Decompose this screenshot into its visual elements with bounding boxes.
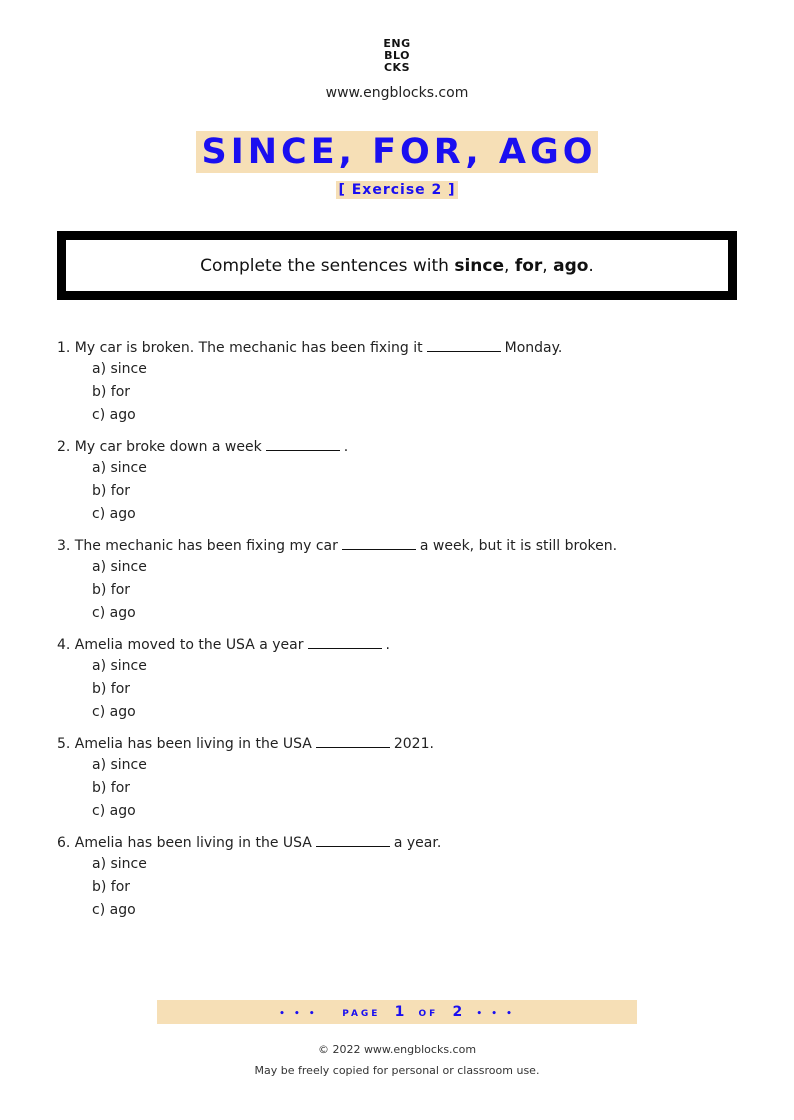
option-b[interactable]: b) for	[92, 681, 131, 697]
option-a[interactable]: a) since	[92, 757, 147, 773]
option-b[interactable]: b) for	[92, 483, 131, 499]
page-indicator	[157, 1000, 637, 1024]
question-3	[57, 536, 757, 635]
instructions-box	[57, 231, 737, 300]
question-text-after: a week, but it is still broken.	[419, 538, 618, 554]
option-a[interactable]: a) since	[92, 658, 147, 674]
answer-blank[interactable]	[342, 537, 416, 550]
logo-line-2: BLO	[384, 49, 410, 62]
question-text: 2. My car broke down a week	[57, 439, 262, 455]
option-b[interactable]: b) for	[92, 582, 131, 598]
option-a[interactable]: a) since	[92, 361, 147, 377]
option-c[interactable]: c) ago	[92, 902, 136, 918]
question-text-after: .	[343, 439, 349, 455]
question-text: 3. The mechanic has been fixing my car	[57, 538, 338, 554]
option-a[interactable]: a) since	[92, 856, 147, 872]
question-text: 4. Amelia moved to the USA a year	[57, 637, 304, 653]
answer-blank[interactable]	[316, 735, 390, 748]
question-list	[57, 338, 757, 932]
option-b[interactable]: b) for	[92, 384, 131, 400]
page-total: 2	[452, 1004, 463, 1020]
question-2	[57, 437, 757, 536]
keyword-since: since	[454, 255, 504, 276]
logo-line-1: ENG	[383, 37, 411, 50]
page-title: SINCE, FOR, AGO	[196, 131, 599, 173]
dots-right: • • •	[476, 1009, 515, 1019]
logo-line-3: CKS	[383, 61, 411, 74]
engblocks-logo	[0, 38, 794, 74]
instructions-text: Complete the sentences with since, for, ago.	[200, 255, 594, 276]
question-text: 6. Amelia has been living in the USA	[57, 835, 312, 851]
copyright-text: © 2022 www.engblocks.com	[317, 1043, 477, 1056]
question-text-after: Monday.	[504, 340, 563, 356]
question-6	[57, 833, 757, 932]
question-5	[57, 734, 757, 833]
answer-blank[interactable]	[308, 636, 382, 649]
page-label: PAGE	[342, 1009, 381, 1019]
page-current: 1	[394, 1004, 405, 1020]
question-text: 1. My car is broken. The mechanic has been fixing it	[57, 340, 423, 356]
option-c[interactable]: c) ago	[92, 407, 136, 423]
keyword-for: for	[514, 255, 543, 276]
site-url[interactable]: www.engblocks.com	[325, 85, 469, 101]
option-c[interactable]: c) ago	[92, 506, 136, 522]
option-c[interactable]: c) ago	[92, 704, 136, 720]
answer-blank[interactable]	[266, 438, 340, 451]
option-c[interactable]: c) ago	[92, 605, 136, 621]
exercise-subtitle: [ Exercise 2 ]	[338, 182, 456, 198]
option-a[interactable]: a) since	[92, 460, 147, 476]
answer-blank[interactable]	[427, 339, 501, 352]
option-b[interactable]: b) for	[92, 780, 131, 796]
answer-blank[interactable]	[316, 834, 390, 847]
option-c[interactable]: c) ago	[92, 803, 136, 819]
question-text-after: .	[385, 637, 390, 653]
question-text: 5. Amelia has been living in the USA	[57, 736, 312, 752]
question-text-after: 2021.	[393, 736, 434, 752]
dots-left: • • •	[279, 1009, 318, 1019]
option-b[interactable]: b) for	[92, 879, 131, 895]
license-text: May be freely copied for personal or classroom use.	[254, 1064, 540, 1077]
option-a[interactable]: a) since	[92, 559, 147, 575]
of-label: OF	[418, 1009, 439, 1019]
question-1	[57, 338, 757, 437]
keyword-ago: ago	[553, 255, 589, 276]
question-text-after: a year.	[393, 835, 442, 851]
question-4	[57, 635, 757, 734]
